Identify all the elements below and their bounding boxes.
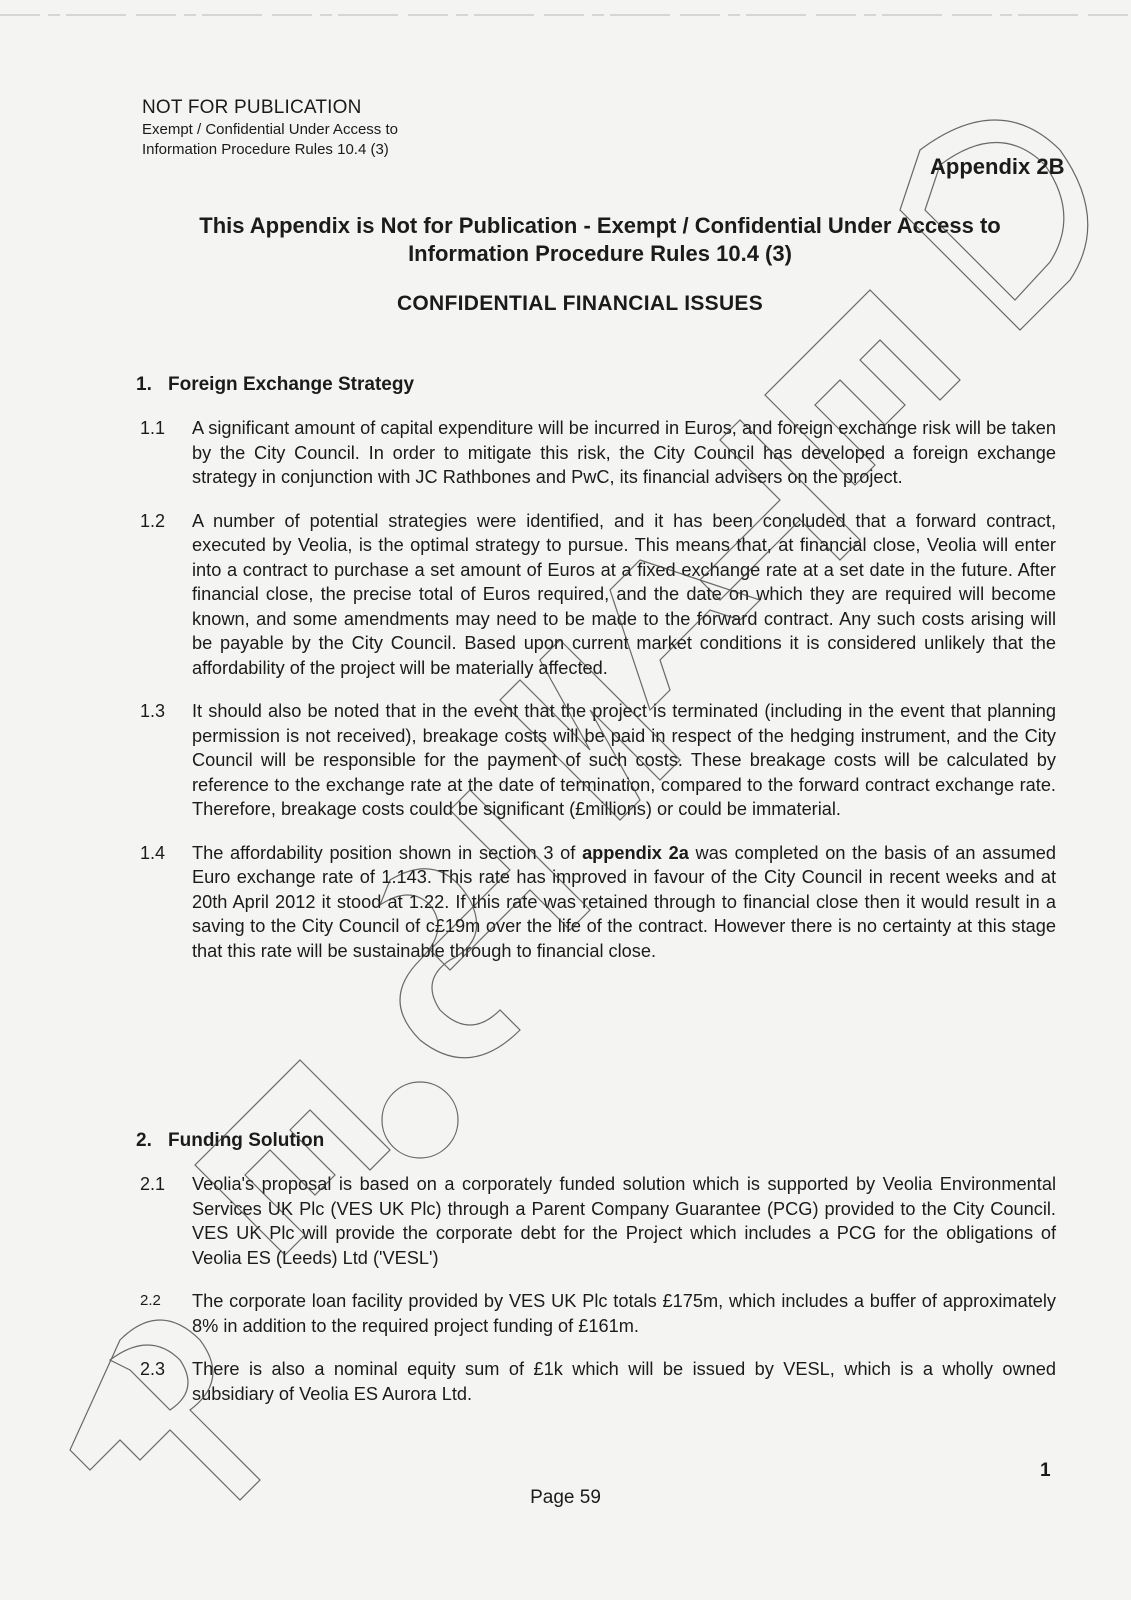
section-foreign-exchange xyxy=(136,374,1056,982)
not-for-publication-label: NOT FOR PUBLICATION xyxy=(142,97,362,118)
top-scan-line xyxy=(0,14,1131,16)
section-heading xyxy=(136,374,1056,396)
text-before-bold: The affordability position shown in section 3 of xyxy=(192,842,583,863)
paragraph-number: 1.3 xyxy=(140,701,166,721)
section-title: Foreign Exchange Strategy xyxy=(168,374,415,395)
exempt-line-1: Exempt / Confidential Under Access to xyxy=(142,121,398,138)
main-title-line-1: This Appendix is Not for Publication - Exempt / Confidential Under Access to xyxy=(199,213,1001,238)
paragraph xyxy=(136,1172,1056,1270)
paragraph-text: It should also be noted that in the event that the project is terminated (including in the event that planning permission is not received), breakage costs will be paid in respect of the hedging instrument, and the City Council will be responsible for the payment of such costs. These breakage costs will be calculated by reference to the exchange rate at the date of termination, compared to the forward contract exchange rate. Therefore, breakage costs could be significant (£millions) or could be immaterial. xyxy=(192,701,1056,819)
paragraph-number: 2.1 xyxy=(140,1174,166,1194)
sub-title: CONFIDENTIAL FINANCIAL ISSUES xyxy=(396,292,764,315)
section-funding-solution xyxy=(136,1130,1056,1425)
paragraph-text: A number of potential strategies were identified, and it has been concluded that a forward contract, executed by Veolia, is the optimal strategy to pursue. This means that, at financial close, Veolia will enter into a contract to purchase a set amount of Euros at a fixed exchange rate at a set date in the future. After financial close, the precise total of Euros required, and the date on which they are required will become known, and some amendments may need to be made to the forward contract. Any such costs arising will be payable by the City Council. Based upon current market conditions it is considered unlikely that the affordability of the project will be materially affected. xyxy=(192,510,1056,678)
paragraph xyxy=(136,1289,1056,1338)
section-heading xyxy=(136,1130,1056,1152)
main-title xyxy=(140,212,1060,268)
paragraph-text: There is also a nominal equity sum of £1k which will be issued by VESL, which is a wholly owned subsidiary of Veolia ES Aurora Ltd. xyxy=(192,1359,1056,1404)
paragraph-number: 1.1 xyxy=(140,418,166,438)
page-footer: Page 59 xyxy=(530,1487,601,1508)
appendix-label: Appendix 2B xyxy=(930,154,1065,179)
paragraph xyxy=(136,1357,1056,1406)
paragraph-text: Veolia's proposal is based on a corporately funded solution which is supported by Veolia Environmental Services UK Plc (VES UK Plc) through a Parent Company Guarantee (PCG) provided to the City Council. VES UK Plc will provide the corporate debt for the Project which includes a PCG for the obligations of Veolia ES (Leeds) Ltd ('VESL') xyxy=(192,1174,1056,1268)
paragraph xyxy=(136,699,1056,822)
section-number: 2. xyxy=(136,1130,152,1151)
paragraph-text xyxy=(192,841,1056,964)
appendix-2a-reference: appendix 2a xyxy=(582,842,689,863)
paragraph-number: 1.2 xyxy=(140,510,166,531)
paragraph xyxy=(136,841,1056,964)
section-number: 1. xyxy=(136,374,152,395)
text-after-bold: was completed on the basis of an assumed Euro exchange rate of 1.143. This rate has improved in favour of the City Council in recent weeks and at 20th April 2012 it stood at 1.22. If this rate was retained through to financial close then it would result in a saving to the City Council of c£19m over the life of the contract. However there is no certainty at this stage that this rate will be sustainable through to financial close. xyxy=(192,842,1056,961)
exempt-line-2: Information Procedure Rules 10.4 (3) xyxy=(142,141,389,158)
paragraph xyxy=(136,509,1056,681)
paragraph-number: 1.4 xyxy=(140,842,166,863)
section-title: Funding Solution xyxy=(168,1130,325,1151)
header-block xyxy=(142,96,562,160)
paragraph-number: 2.3 xyxy=(140,1359,166,1379)
paragraph-text: The corporate loan facility provided by VES UK Plc totals £175m, which includes a buffer of approximately 8% in addition to the required project funding of £161m. xyxy=(192,1291,1056,1336)
main-title-line-2: Information Procedure Rules 10.4 (3) xyxy=(408,241,792,266)
paragraph xyxy=(136,416,1056,490)
corner-page-number: 1 xyxy=(1040,1460,1051,1481)
paragraph-text: A significant amount of capital expenditure will be incurred in Euros, and foreign exchange risk will be taken by the City Council. In order to mitigate this risk, the City Council has developed a foreign exchange strategy in conjunction with JC Rathbones and PwC, its financial advisers on the project. xyxy=(192,418,1056,487)
paragraph-number: 2.2 xyxy=(140,1292,161,1309)
